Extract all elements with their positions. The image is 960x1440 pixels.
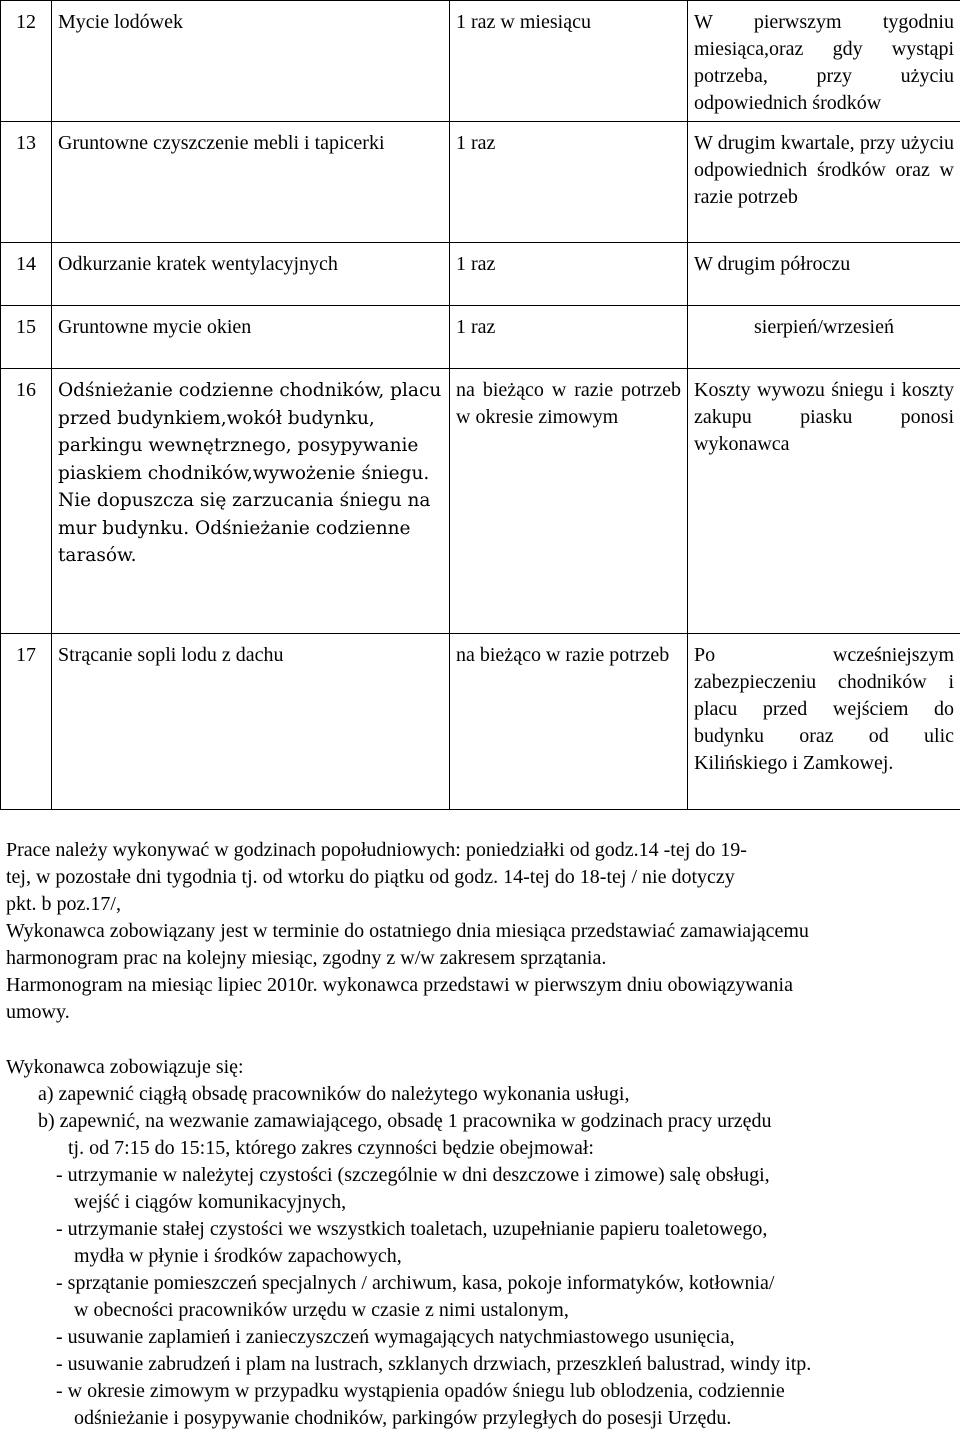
duty-item-continuation: mydła w płynie i środków zapachowych, <box>74 1245 402 1267</box>
frequency-cell: 1 raz <box>450 306 688 369</box>
duty-item-continuation: w obecności pracowników urzędu w czasie z nimi ustalonym, <box>74 1299 569 1321</box>
frequency-cell: 1 raz <box>450 122 688 243</box>
table-row <box>1 122 960 243</box>
notes-cell: Po wcześniejszym zabezpieczeniu chodników i placu przed wejściem do budynku oraz od ulic Kilińskiego i Zamkowej. <box>688 634 960 810</box>
task-cell: Odśnieżanie codzienne chodników, placu przed budynkiem,wokół budynku, parkingu wewnętrznego, posypywanie piaskiem chodników,wywożenie śniegu. Nie dopuszcza się zarzucania śniegu na mur budynku. Odśnieżanie codzienne tarasów. <box>52 369 450 634</box>
working-hours-paragraph <box>6 837 956 918</box>
list-item-a: a) zapewnić ciągłą obsadę pracowników do należytego wykonania usługi, <box>38 1083 630 1105</box>
duty-item: - sprzątanie pomieszczeń specjalnych / archiwum, kasa, pokoje informatyków, kotłownia/ <box>56 1272 775 1294</box>
notes-cell: W drugim kwartale, przy użyciu odpowiednich środków oraz w razie potrzeb <box>688 122 960 243</box>
duty-item-continuation: wejść i ciągów komunikacyjnych, <box>74 1191 347 1213</box>
row-number: 17 <box>1 634 52 810</box>
row-number: 15 <box>1 306 52 369</box>
list-item-b-continuation: tj. od 7:15 do 15:15, którego zakres czynności będzie obejmował: <box>68 1137 594 1159</box>
task-cell: Strącanie sopli lodu z dachu <box>52 634 450 810</box>
schedule-paragraph <box>6 918 956 1026</box>
duty-item: - usuwanie zaplamień i zanieczyszczeń wymagających natychmiastowego usunięcia, <box>56 1326 735 1348</box>
frequency-cell: na bieżąco w razie potrzeb <box>450 634 688 810</box>
duty-item: - w okresie zimowym w przypadku wystąpienia opadów śniegu lub oblodzenia, codziennie <box>56 1380 785 1402</box>
text-line: Harmonogram na miesiąc lipiec 2010r. wykonawca przedstawi w pierwszym dniu obowiązywania <box>6 974 793 996</box>
frequency-cell: 1 raz w miesiącu <box>450 1 688 122</box>
text-line: tej, w pozostałe dni tygodnia tj. od wtorku do piątku od godz. 14-tej do 18-tej / nie dotyczy <box>6 866 735 888</box>
table-row <box>1 306 960 369</box>
duty-item: - usuwanie zabrudzeń i plam na lustrach, szklanych drzwiach, przeszkleń balustrad, windy itp. <box>56 1353 812 1375</box>
notes-cell: W pierwszym tygodniu miesiąca,oraz gdy wystąpi potrzeba, przy użyciu odpowiednich środków <box>688 1 960 122</box>
task-cell: Gruntowne mycie okien <box>52 306 450 369</box>
text-line: umowy. <box>6 1001 70 1023</box>
row-number: 14 <box>1 243 52 306</box>
table-row <box>1 369 960 634</box>
row-number: 16 <box>1 369 52 634</box>
row-number: 12 <box>1 1 52 122</box>
duty-item: - utrzymanie w należytej czystości (szczególnie w dni deszczowe i zimowe) salę obsługi, <box>56 1164 770 1186</box>
table-row <box>1 1 960 122</box>
table-row <box>1 634 960 810</box>
frequency-cell: na bieżąco w razie potrzeb w okresie zimowym <box>450 369 688 634</box>
notes-cell: W drugim półroczu <box>688 243 960 306</box>
notes-cell: sierpień/wrzesień <box>688 306 960 369</box>
notes-cell: Koszty wywozu śniegu i koszty zakupu piasku ponosi wykonawca <box>688 369 960 634</box>
duty-item-continuation: odśnieżanie i posypywanie chodników, parkingów przyległych do posesji Urzędu. <box>74 1407 732 1429</box>
task-cell: Mycie lodówek <box>52 1 450 122</box>
text-line: Prace należy wykonywać w godzinach popołudniowych: poniedziałki od godz.14 -tej do 19- <box>6 839 747 861</box>
section-heading: Wykonawca zobowiązuje się: <box>6 1056 244 1078</box>
row-number: 13 <box>1 122 52 243</box>
list-item-b: b) zapewnić, na wezwanie zamawiającego, obsadę 1 pracownika w godzinach pracy urzędu <box>38 1110 772 1132</box>
frequency-cell: 1 raz <box>450 243 688 306</box>
task-cell: Odkurzanie kratek wentylacyjnych <box>52 243 450 306</box>
duty-item: - utrzymanie stałej czystości we wszystkich toaletach, uzupełnianie papieru toaletowego, <box>56 1218 768 1240</box>
text-line: harmonogram prac na kolejny miesiąc, zgodny z w/w zakresem sprzątania. <box>6 947 607 969</box>
text-line: Wykonawca zobowiązany jest w terminie do ostatniego dnia miesiąca przedstawiać zamawiającemu <box>6 920 809 942</box>
task-cell: Gruntowne czyszczenie mebli i tapicerki <box>52 122 450 243</box>
text-line: pkt. b poz.17/, <box>6 893 121 915</box>
table-row <box>1 243 960 306</box>
commitments-section <box>6 1054 956 1432</box>
